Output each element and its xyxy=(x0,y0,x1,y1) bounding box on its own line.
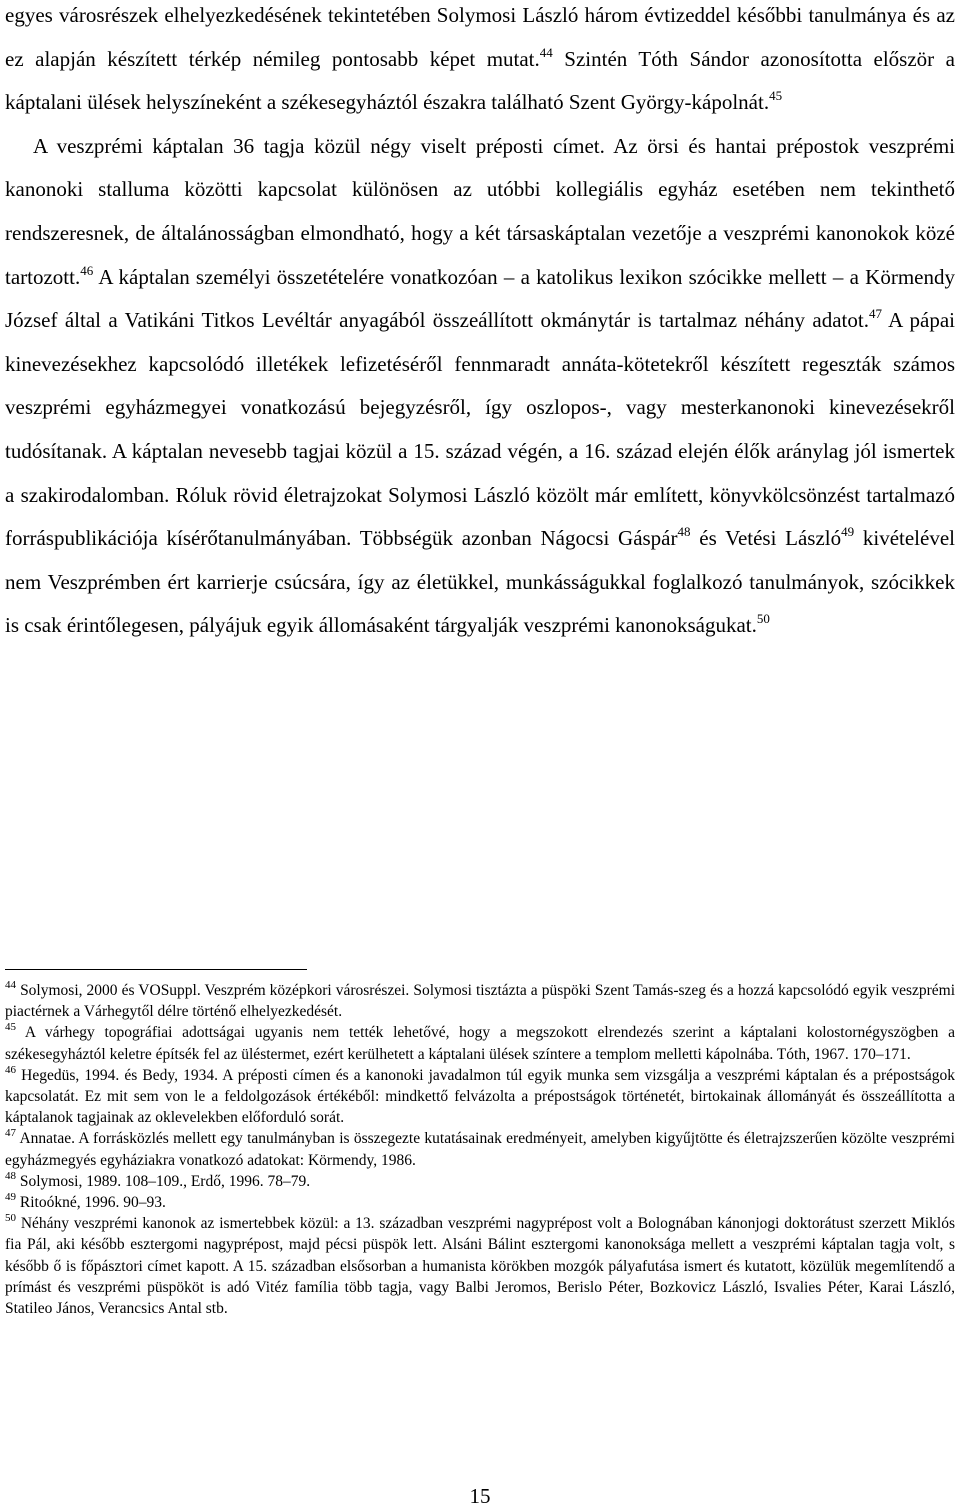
footnote-ref-48[interactable]: 48 xyxy=(677,524,691,540)
footnote-text: Ritoókné, 1996. 90–93. xyxy=(19,1194,166,1212)
text-run: kivételével nem Veszprémben ért karrierje csúcsára, így az életükkel, munkásságukkal foglalkozó tanulmányok, szócikkek is csak érintőlegesen, pályájuk egyik állomásaként tárgyalják veszprémi kanonokságukat. xyxy=(5,526,955,638)
footnote-ref-47[interactable]: 47 xyxy=(868,306,882,322)
text-run: A pápai kinevezésekhez kapcsolódó illetékek lefizetéséről fennmaradt annáta-kötetekről készített regeszták számos veszprémi egyházmegyei vonatkozású bejegyzésről, így oszlopos-, vagy mesterkanonoki kinevezésekről tudósítanak. A káptalan nevesebb tagjai közül a 15. század végén, a 16. század elején élők aránylag jól ismertek a szakirodalomban. Róluk rövid életrajzokat Solymosi László közölt már említett, könyvkölcsönzést tartalmazó forráspublikációja kísérőtanulmányában. Többségük azonban Nágocsi Gáspár xyxy=(5,308,955,551)
footnote-number: 50 xyxy=(5,1212,16,1225)
footnote-45 xyxy=(5,1022,955,1064)
footnote-47 xyxy=(5,1128,955,1170)
footnote-text: Solymosi, 2000 és VOSuppl. Veszprém középkori városrészei. Solymosi tisztázta a püspöki Szent Tamás-szeg és a hozzá kapcsolódó egyik veszprémi piactérnek a Várhegytől délre történő elhelyezkedését. xyxy=(5,982,956,1021)
paragraph-1 xyxy=(5,0,955,125)
footnote-number: 44 xyxy=(5,979,16,991)
text-run: A veszprémi káptalan 36 tagja közül négy viselt préposti címet. Az örsi és hantai prépostok veszprémi kanonoki stalluma közötti kapcsolat különösen az utóbbi kollegiális egyház esetében nem tekinthető rendszeresnek, de általánosságban elmondható, hogy a két társaskáptalan vezetője a veszprémi kanonokok közé tartozott. xyxy=(5,133,955,289)
footnote-ref-49[interactable]: 49 xyxy=(841,524,855,540)
footnote-50 xyxy=(5,1213,955,1319)
body-text xyxy=(5,0,955,648)
text-run: és Vetési László xyxy=(690,526,842,551)
footnote-number: 46 xyxy=(5,1063,16,1076)
footnote-text: Solymosi, 1989. 108–109., Erdő, 1996. 78–79. xyxy=(19,1172,311,1190)
footnote-text: A várhegy topográfiai adottságai ugyanis nem tették lehetővé, hogy a megszokott elrendezés szerint a káptalani kolostornégyszögben a székesegyháztól keletre építsék fel az üléstermet, ezért kerülhetett a káptalani ülések színtere a templom melletti kápolnába. Tóth, 1967. 170–171. xyxy=(5,1024,955,1063)
footnote-number: 49 xyxy=(5,1191,16,1204)
footnote-ref-46[interactable]: 46 xyxy=(80,262,94,278)
footnote-ref-44[interactable]: 44 xyxy=(539,44,553,60)
footnote-text: Annatae. A forrásközlés mellett egy tanulmányban is összegezte kutatásainak eredményeit, amelyben kigyűjtötte és életrajzszerűen közölte veszprémi egyházmegyés egyháziakra vonatkozó adatokat: Körmendy, 1986. xyxy=(5,1130,955,1169)
footnote-44 xyxy=(5,980,955,1022)
footnote-text: Néhány veszprémi kanonok az ismertebbek közül: a 13. században veszprémi nagyprépost volt a Bolognában kánonjogi doktorátust szerzett Miklós fia Pál, aki később esztergomi nagyprépost, majd pécsi püspök lett. Alsáni Bálint esztergomi kanonoksága mellett a veszprémi káptalan tagja volt, s később ő is főpásztori címet kapott. A 15. században elsősorban a humanista körökben mozgók pályafutása ismert és kutatott, közülük megemlítendő a prímást és veszprémi püspököt is adó Vitéz família több tagja, vagy Balbi Jeromos, Berislo Péter, Bozkovicz László, Isvalies Péter, Karai László, Statileo János, Verancsics Antal stb. xyxy=(5,1215,955,1318)
text-run: Szintén Tóth Sándor azonosította először a káptalani ülések helyszíneként a székesegyháztól északra található Szent György-kápolnát. xyxy=(5,46,955,115)
footnote-number: 45 xyxy=(5,1021,16,1034)
footnote-text: Hegedüs, 1994. és Bedy, 1934. A préposti címen és a kanonoki javadalmon túl egyik munka sem vizsgálja a veszprémi káptalan és a prépostságok kapcsolatát. Ez mit sem von le a feldolgozások értékéből: mindkettő felvázolta a prépostságok történetét, birtokainak állományát és összeállította a káptalanok tagjainak az oklevelekben előforduló sorát. xyxy=(5,1066,955,1127)
footnote-48 xyxy=(5,1171,955,1192)
paragraph-2 xyxy=(5,125,955,648)
footnote-number: 47 xyxy=(5,1127,16,1140)
text-run: A káptalan személyi összetételére vonatkozóan – a katolikus lexikon szócikke mellett – a Körmendy József által a Vatikáni Titkos Levéltár anyagából összeállított okmánytár is tartalmaz néhány adatot. xyxy=(5,264,955,333)
footnote-ref-45[interactable]: 45 xyxy=(769,88,783,104)
footnote-number: 48 xyxy=(5,1169,16,1182)
footnote-46 xyxy=(5,1065,955,1129)
footnotes xyxy=(5,980,955,1319)
text-run: egyes városrészek elhelyezkedésének tekintetében Solymosi László három évtizeddel későbbi tanulmánya és az ez alapján készített térkép némileg pontosabb képet mutat. xyxy=(5,3,955,71)
footnote-separator xyxy=(5,969,307,970)
page-number: 15 xyxy=(469,1484,491,1508)
footnote-ref-50[interactable]: 50 xyxy=(756,611,770,627)
footnote-49 xyxy=(5,1192,955,1213)
